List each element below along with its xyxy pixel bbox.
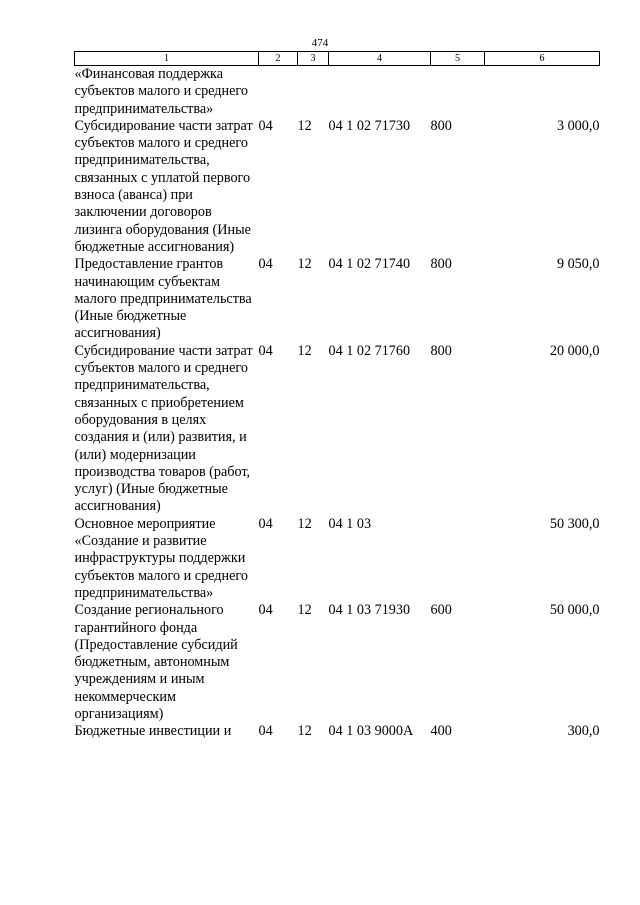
row-amount: 50 000,0 bbox=[549, 602, 600, 619]
header-col-2: 2 bbox=[259, 52, 298, 66]
header-col-4: 4 bbox=[329, 52, 431, 66]
row-subsection: 12 bbox=[297, 515, 312, 532]
row-target-article: 04 1 02 71740 bbox=[328, 256, 411, 273]
row-subsection: 12 bbox=[297, 117, 312, 134]
row-target-article: 04 1 03 71930 bbox=[328, 602, 411, 619]
row-subsection: 12 bbox=[297, 256, 312, 273]
row-amount: 3 000,0 bbox=[556, 117, 600, 134]
row-expense-type: 600 bbox=[430, 602, 452, 619]
header-col-5: 5 bbox=[431, 52, 485, 66]
row-name: Субсидирование части затрат субъектов малого и среднего предпринимательства, связанных с приобретением оборудования в целях создания и (или) развития, и (или) модернизации производства товаров (работ, услуг) (Иные бюджетные ассигнования) bbox=[74, 342, 253, 515]
table-row bbox=[75, 66, 600, 118]
row-subsection: 12 bbox=[297, 342, 312, 359]
table-row bbox=[75, 343, 600, 516]
row-name: Субсидирование части затрат субъектов малого и среднего предпринимательства, связанных с уплатой первого взноса (аванса) при заключении договоров лизинга оборудования (Иные бюджетные ассигнования) bbox=[74, 117, 253, 255]
row-amount bbox=[485, 66, 600, 118]
row-amount: 20 000,0 bbox=[549, 342, 600, 359]
row-section: 04 bbox=[258, 117, 273, 134]
row-subsection: 12 bbox=[297, 602, 312, 619]
table-row bbox=[75, 723, 600, 740]
row-name: Создание регионального гарантийного фонда (Предоставление субсидий бюджетным, автономным учреждениям и иным некоммерческим организациям) bbox=[74, 602, 238, 722]
row-expense-type: 800 bbox=[430, 117, 452, 134]
table-row bbox=[75, 516, 600, 602]
table-row bbox=[75, 256, 600, 342]
table-row bbox=[75, 118, 600, 256]
row-expense-type: 800 bbox=[430, 342, 452, 359]
row-target-article: 04 1 03 9000А bbox=[328, 723, 414, 740]
row-section: 04 bbox=[258, 723, 273, 740]
row-name: «Финансовая поддержка субъектов малого и среднего предпринимательства» bbox=[74, 66, 248, 117]
row-expense-type: 400 bbox=[430, 723, 452, 740]
row-expense-type: 800 bbox=[430, 256, 452, 273]
row-section bbox=[259, 66, 298, 118]
row-section: 04 bbox=[258, 515, 273, 532]
header-row bbox=[75, 52, 600, 66]
header-col-3: 3 bbox=[298, 52, 329, 66]
table-row bbox=[75, 602, 600, 723]
row-section: 04 bbox=[258, 256, 273, 273]
row-target-article: 04 1 02 71730 bbox=[328, 117, 411, 134]
row-name: Основное мероприятие «Создание и развитие инфраструктуры поддержки субъектов малого и среднего предпринимательства» bbox=[74, 515, 248, 601]
header-col-1: 1 bbox=[75, 52, 259, 66]
row-amount: 300,0 bbox=[567, 723, 600, 740]
row-section: 04 bbox=[258, 342, 273, 359]
row-target-article: 04 1 03 bbox=[328, 515, 372, 532]
page-number: 474 bbox=[311, 37, 329, 49]
row-expense-type bbox=[431, 66, 485, 118]
header-col-6: 6 bbox=[485, 52, 600, 66]
row-amount: 50 300,0 bbox=[549, 515, 600, 532]
row-amount: 9 050,0 bbox=[556, 256, 600, 273]
row-section: 04 bbox=[258, 602, 273, 619]
row-expense-type bbox=[431, 516, 485, 602]
row-subsection: 12 bbox=[297, 723, 312, 740]
row-subsection bbox=[298, 66, 329, 118]
budget-table bbox=[74, 51, 600, 741]
row-target-article: 04 1 02 71760 bbox=[328, 342, 411, 359]
row-target-article bbox=[329, 66, 431, 118]
row-name: Предоставление грантов начинающим субъектам малого предпринимательства (Иные бюджетные ассигнования) bbox=[74, 256, 252, 342]
row-name: Бюджетные инвестиции и bbox=[74, 723, 232, 740]
